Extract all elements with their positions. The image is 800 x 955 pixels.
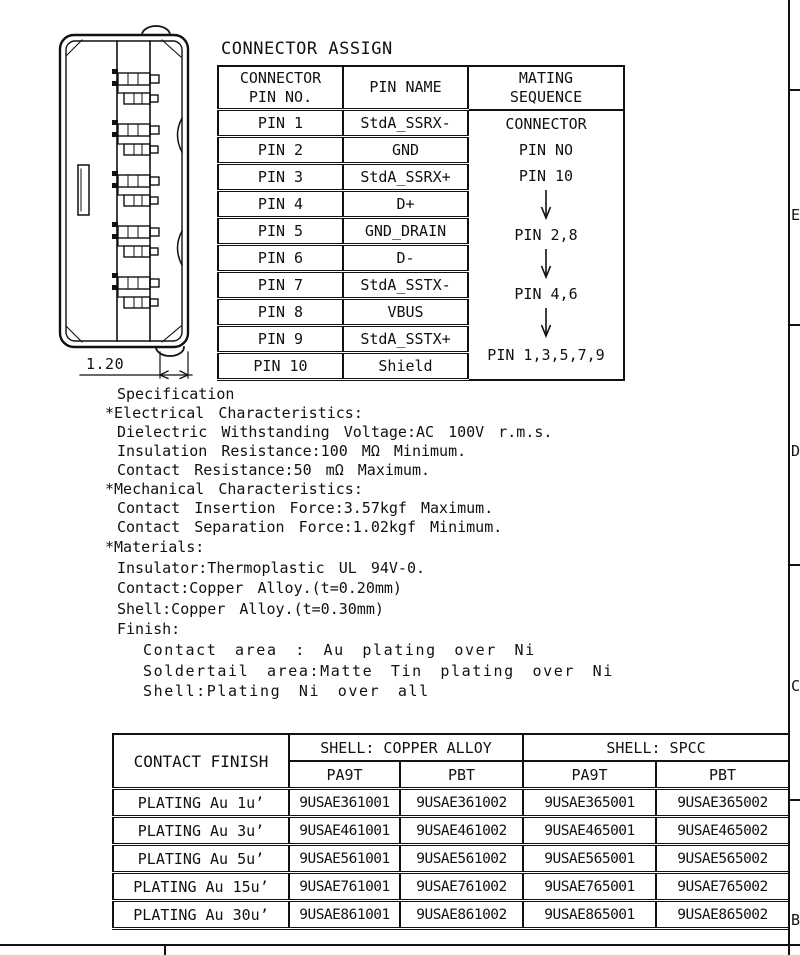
frame-border-bottom bbox=[0, 944, 800, 946]
contact-finish-table bbox=[112, 733, 790, 930]
part-number: 9USAE765001 bbox=[523, 873, 656, 901]
part-number: 9USAE865002 bbox=[656, 901, 789, 929]
pa9t-header: PA9T bbox=[289, 761, 400, 789]
part-number: 9USAE465002 bbox=[656, 817, 789, 845]
pin-number: PIN 4 bbox=[218, 191, 343, 218]
pin-number: PIN 3 bbox=[218, 164, 343, 191]
down-arrow-icon bbox=[538, 189, 554, 222]
spec-line: Insulation Resistance:100 MΩ Minimum. bbox=[117, 442, 467, 460]
pin-assignment-table bbox=[217, 65, 625, 381]
spec-line: Contact area : Au plating over Ni bbox=[143, 640, 536, 659]
specification-text bbox=[105, 385, 685, 702]
plating-label: PLATING Au 30u’ bbox=[113, 901, 289, 929]
pbt-header: PBT bbox=[400, 761, 523, 789]
pbt-header: PBT bbox=[656, 761, 789, 789]
part-number: 9USAE761001 bbox=[289, 873, 400, 901]
down-arrow-icon bbox=[538, 248, 554, 281]
spec-line: Contact Resistance:50 mΩ Maximum. bbox=[117, 461, 431, 479]
part-number: 9USAE561001 bbox=[289, 845, 400, 873]
connector-cross-section-drawing bbox=[52, 22, 194, 380]
zone-letter-e: E bbox=[791, 206, 800, 224]
connector-assign-title: CONNECTOR ASSIGN bbox=[221, 39, 393, 59]
pin-name: StdA_SSTX+ bbox=[343, 326, 468, 353]
part-number: 9USAE761002 bbox=[400, 873, 523, 901]
finish-header-row-1 bbox=[113, 734, 789, 761]
pin-number: PIN 7 bbox=[218, 272, 343, 299]
pin-number: PIN 9 bbox=[218, 326, 343, 353]
table-row bbox=[113, 901, 789, 929]
pin-name-header: PIN NAME bbox=[343, 66, 468, 110]
part-number: 9USAE561002 bbox=[400, 845, 523, 873]
contact-finish-corner-header: CONTACT FINISH bbox=[113, 734, 289, 789]
frame-column-tick bbox=[164, 944, 166, 955]
part-number: 9USAE565002 bbox=[656, 845, 789, 873]
part-number: 9USAE565001 bbox=[523, 845, 656, 873]
spec-line: Dielectric Withstanding Voltage:AC 100V r.m.s. bbox=[117, 423, 553, 441]
spec-line: Finish: bbox=[117, 620, 181, 639]
part-number: 9USAE861001 bbox=[289, 901, 400, 929]
pin-name: StdA_SSTX- bbox=[343, 272, 468, 299]
part-number: 9USAE461002 bbox=[400, 817, 523, 845]
part-number: 9USAE365002 bbox=[656, 789, 789, 817]
down-arrow-icon bbox=[538, 307, 554, 340]
part-number: 9USAE361001 bbox=[289, 789, 400, 817]
pin-number: PIN 10 bbox=[218, 353, 343, 380]
mating-text: CONNECTOR bbox=[505, 114, 587, 133]
spec-line: Soldertail area:Matte Tin plating over Ni bbox=[143, 661, 614, 680]
pin-name: GND_DRAIN bbox=[343, 218, 468, 245]
pin-table-header-row bbox=[218, 66, 624, 110]
mating-sequence-flow bbox=[469, 111, 623, 369]
dimension-label: 1.20 bbox=[86, 355, 125, 373]
zone-letter-b: B bbox=[791, 911, 800, 929]
part-number: 9USAE361002 bbox=[400, 789, 523, 817]
pin-no-header-line2: PIN NO. bbox=[248, 87, 313, 106]
shell-copper-alloy-header: SHELL: COPPER ALLOY bbox=[289, 734, 523, 761]
part-number: 9USAE765002 bbox=[656, 873, 789, 901]
part-number: 9USAE465001 bbox=[523, 817, 656, 845]
zone-letter-d: D bbox=[791, 442, 800, 460]
frame-zone-tick bbox=[788, 89, 800, 91]
part-number: 9USAE865001 bbox=[523, 901, 656, 929]
pin-name: D- bbox=[343, 245, 468, 272]
pin-number: PIN 1 bbox=[218, 110, 343, 137]
spec-line: Contact:Copper Alloy.(t=0.20mm) bbox=[117, 579, 402, 598]
table-row bbox=[113, 873, 789, 901]
part-number: 9USAE461001 bbox=[289, 817, 400, 845]
pin-name: Shield bbox=[343, 353, 468, 380]
mating-step: PIN 1,3,5,7,9 bbox=[487, 345, 605, 364]
mating-step: PIN 2,8 bbox=[514, 225, 578, 244]
part-number: 9USAE365001 bbox=[523, 789, 656, 817]
mating-sequence-header bbox=[468, 66, 624, 110]
spec-line: Shell:Plating Ni over all bbox=[143, 682, 430, 701]
plating-label: PLATING Au 15u’ bbox=[113, 873, 289, 901]
spec-line: Contact Insertion Force:3.57kgf Maximum. bbox=[117, 499, 494, 517]
pin-number: PIN 6 bbox=[218, 245, 343, 272]
pin-name: VBUS bbox=[343, 299, 468, 326]
pin-name: D+ bbox=[343, 191, 468, 218]
table-row bbox=[218, 110, 624, 137]
mating-sequence-cell bbox=[468, 110, 624, 380]
spec-line: Specification bbox=[117, 385, 235, 403]
pa9t-header: PA9T bbox=[523, 761, 656, 789]
plating-label: PLATING Au 3u’ bbox=[113, 817, 289, 845]
pin-name: StdA_SSRX+ bbox=[343, 164, 468, 191]
pin-number: PIN 5 bbox=[218, 218, 343, 245]
pin-number: PIN 8 bbox=[218, 299, 343, 326]
spec-line: *Electrical Characteristics: bbox=[105, 404, 363, 422]
pin-no-header-line1: CONNECTOR bbox=[239, 68, 322, 87]
spec-line: *Materials: bbox=[105, 538, 205, 556]
zone-letter-c: C bbox=[791, 677, 800, 695]
plating-label: PLATING Au 5u’ bbox=[113, 845, 289, 873]
part-number: 9USAE861002 bbox=[400, 901, 523, 929]
mating-text: PIN NO bbox=[518, 140, 574, 159]
spec-line: Insulator:Thermoplastic UL 94V-0. bbox=[117, 558, 426, 577]
pin-number: PIN 2 bbox=[218, 137, 343, 164]
table-row bbox=[113, 845, 789, 873]
mating-step: PIN 4,6 bbox=[514, 284, 578, 303]
pin-name: GND bbox=[343, 137, 468, 164]
plating-label: PLATING Au 1u’ bbox=[113, 789, 289, 817]
pin-name: StdA_SSRX- bbox=[343, 110, 468, 137]
pin-no-header bbox=[218, 66, 343, 110]
table-row bbox=[113, 817, 789, 845]
frame-zone-tick bbox=[788, 564, 800, 566]
mating-step: PIN 10 bbox=[518, 166, 574, 185]
mating-header-line1: MATING bbox=[518, 68, 574, 87]
spec-line: Contact Separation Force:1.02kgf Minimum. bbox=[117, 518, 503, 536]
mating-header-line2: SEQUENCE bbox=[509, 87, 583, 106]
table-row bbox=[113, 789, 789, 817]
frame-zone-tick bbox=[788, 324, 800, 326]
spec-line: *Mechanical Characteristics: bbox=[105, 480, 363, 498]
spec-line: Shell:Copper Alloy.(t=0.30mm) bbox=[117, 599, 384, 618]
shell-spcc-header: SHELL: SPCC bbox=[523, 734, 789, 761]
